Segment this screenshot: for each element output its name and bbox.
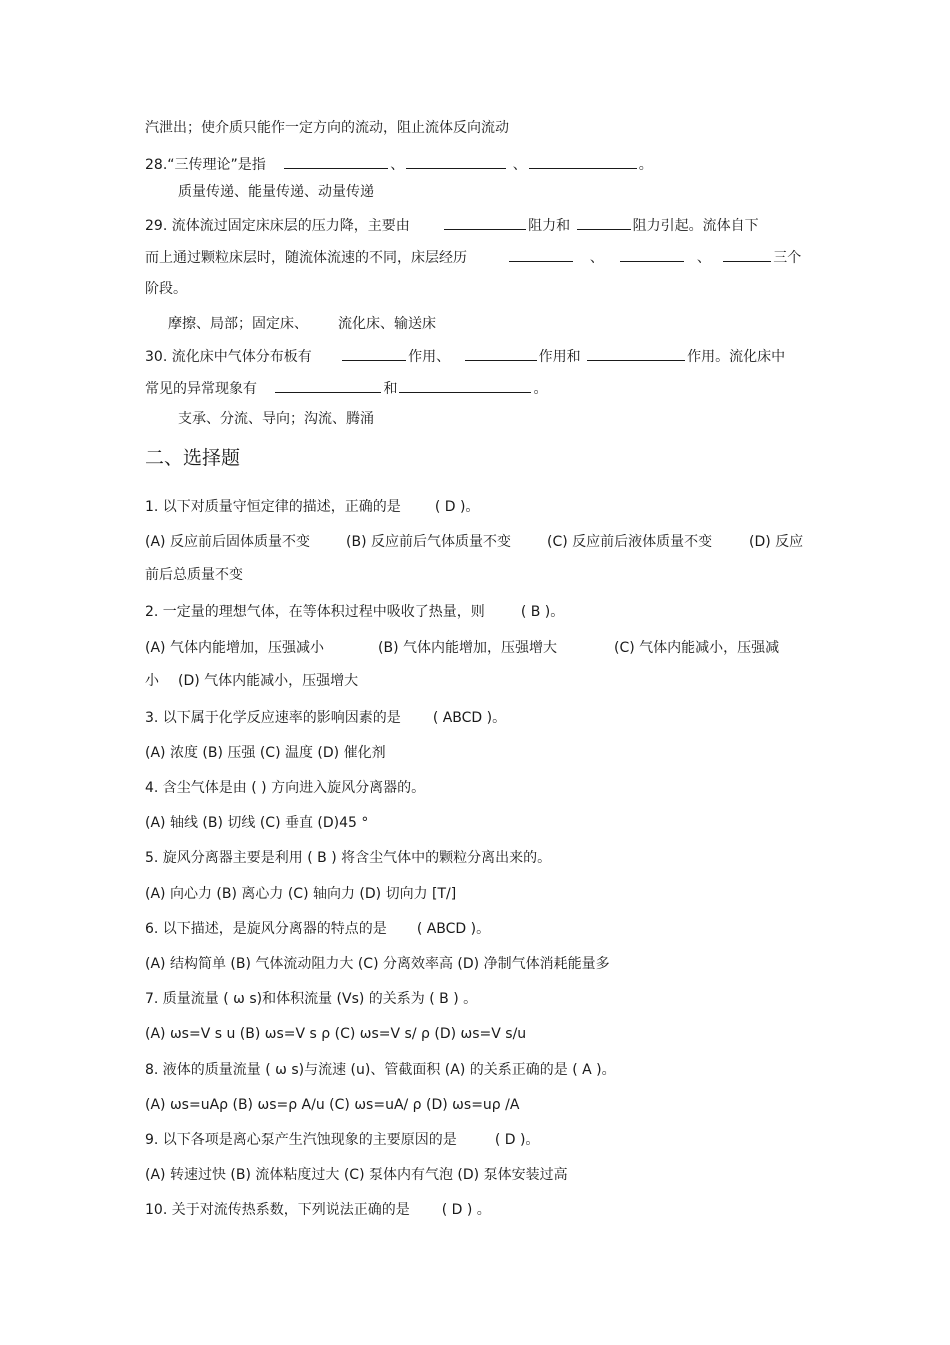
mc-question-4: 4. 含尘气体是由 ( ) 方向进入旋风分离器的。	[145, 780, 426, 796]
separator: 、	[390, 157, 405, 173]
blank	[529, 154, 637, 169]
mc-question-text: 6. 以下描述，是旋风分离器的特点的是	[145, 921, 387, 937]
mc-q1-option-b: (B) 反应前后气体质量不变	[346, 534, 511, 550]
mc-q2-option-a: (A) 气体内能增加，压强减小	[145, 640, 324, 656]
mc-question-8: 8. 液体的质量流量 ( ω s)与流速 (u)、管截面积 (A) 的关系正确的是 ( A )。	[145, 1062, 616, 1078]
mc-question-text: 2. 一定量的理想气体，在等体积过程中吸收了热量，则	[145, 604, 485, 620]
blank	[275, 378, 381, 393]
question-28	[145, 154, 653, 174]
mc-q3-options: (A) 浓度 (B) 压强 (C) 温度 (D) 催化剂	[145, 745, 386, 761]
mc-q2-option-b: (B) 气体内能增加，压强增大	[378, 640, 557, 656]
question-30-segment: 作用。流化床中	[687, 349, 786, 365]
mc-answer: ( D )。	[494, 1132, 540, 1148]
separator: 、	[589, 250, 604, 266]
question-29-answer-part: 流化床、输送床	[338, 316, 436, 332]
question-29-segment: 而上通过颗粒床层时，随流体流速的不同，床层经历	[145, 250, 467, 266]
mc-question-5: 5. 旋风分离器主要是利用 ( B ) 将含尘气体中的颗粒分离出来的。	[145, 850, 552, 866]
mc-q1-option-c: (C) 反应前后液体质量不变	[547, 534, 713, 550]
mc-answer: ( D )。	[434, 499, 480, 515]
question-29-text: 29. 流体流过固定床床层的压力降，主要由	[145, 218, 410, 234]
mc-answer: ( D ) 。	[441, 1202, 491, 1218]
blank	[399, 378, 531, 393]
question-30-segment: 作用、	[408, 349, 451, 365]
mc-question-text: 1. 以下对质量守恒定律的描述，正确的是	[145, 499, 401, 515]
question-28-answer: 质量传递、能量传递、动量传递	[178, 184, 374, 200]
blank	[444, 215, 526, 230]
mc-q1-option-d: (D) 反应	[749, 534, 804, 550]
mc-q6-options: (A) 结构简单 (B) 气体流动阻力大 (C) 分离效率高 (D) 净制气体消耗能量多	[145, 956, 610, 972]
blank	[587, 346, 685, 361]
mc-question-2	[145, 603, 564, 621]
mc-answer: ( ABCD )。	[432, 710, 507, 726]
question-30-segment: 和	[383, 381, 398, 397]
mc-question-text: 9. 以下各项是离心泵产生汽蚀现象的主要原因的是	[145, 1132, 457, 1148]
mc-q1-option-d-cont: 前后总质量不变	[145, 567, 243, 583]
mc-answer: ( ABCD )。	[416, 921, 491, 937]
mc-q4-options: (A) 轴线 (B) 切线 (C) 垂直 (D)45 °	[145, 815, 369, 831]
blank	[342, 346, 406, 361]
question-29-segment: 阻力和	[528, 218, 571, 234]
mc-question-1	[145, 498, 479, 516]
mc-question-9	[145, 1131, 539, 1149]
question-29-line3: 阶段。	[145, 281, 187, 297]
section-title: 二、选择题	[145, 447, 241, 469]
blank	[284, 154, 388, 169]
mc-question-6	[145, 920, 490, 938]
question-29	[145, 215, 759, 235]
separator: 。	[638, 157, 653, 173]
mc-question-3	[145, 709, 506, 727]
mc-q2-option-d: (D) 气体内能减小，压强增大	[178, 673, 359, 689]
mc-q2-option-c: (C) 气体内能减小，压强减	[614, 640, 780, 656]
question-30-text: 30. 流化床中气体分布板有	[145, 349, 312, 365]
separator: 、	[696, 250, 711, 266]
question-30-answer: 支承、分流、导向；沟流、腾涌	[178, 411, 374, 427]
mc-q1-option-a: (A) 反应前后固体质量不变	[145, 534, 310, 550]
mc-q7-options: (A) ωs=V s u (B) ωs=V s ρ (C) ωs=V s/ ρ (D) ωs=V s/u	[145, 1026, 527, 1042]
question-28-text: 28.“三传理论”是指	[145, 157, 266, 173]
question-29-segment: 三个	[773, 250, 802, 266]
blank	[406, 154, 506, 169]
question-30-line2	[145, 378, 547, 398]
separator: 、	[512, 157, 527, 173]
mc-q9-options: (A) 转速过快 (B) 流体粘度过大 (C) 泵体内有气泡 (D) 泵体安装过高	[145, 1167, 568, 1183]
mc-answer: ( B )。	[520, 604, 565, 620]
mc-question-text: 10. 关于对流传热系数，下列说法正确的是	[145, 1202, 410, 1218]
blank	[577, 215, 631, 230]
question-29-segment: 阻力引起。流体自下	[632, 218, 759, 234]
blank	[620, 247, 684, 262]
separator: 。	[533, 381, 548, 397]
mc-question-7: 7. 质量流量 ( ω s)和体积流量 (Vs) 的关系为 ( B ) 。	[145, 991, 478, 1007]
mc-q5-options: (A) 向心力 (B) 离心力 (C) 轴向力 (D) 切向力 [T/]	[145, 886, 457, 902]
question-29-answer	[168, 315, 436, 333]
mc-question-10	[145, 1201, 491, 1219]
blank	[465, 346, 537, 361]
blank	[509, 247, 573, 262]
mc-q8-options: (A) ωs=uAρ (B) ωs=ρ A/u (C) ωs=uA/ ρ (D) ωs=uρ /A	[145, 1097, 520, 1113]
blank	[723, 247, 771, 262]
question-29-answer-part: 摩擦、局部；固定床、	[168, 316, 308, 332]
question-30	[145, 346, 785, 366]
mc-question-text: 3. 以下属于化学反应速率的影响因素的是	[145, 710, 401, 726]
question-30-segment: 作用和	[538, 349, 581, 365]
question-30-segment: 常见的异常现象有	[145, 381, 257, 397]
question-29-line2	[145, 247, 801, 267]
mc-q2-option-c-cont: 小	[145, 673, 159, 689]
q27-answer-tail: 汽泄出；使介质只能作一定方向的流动，阻止流体反向流动	[145, 120, 509, 136]
